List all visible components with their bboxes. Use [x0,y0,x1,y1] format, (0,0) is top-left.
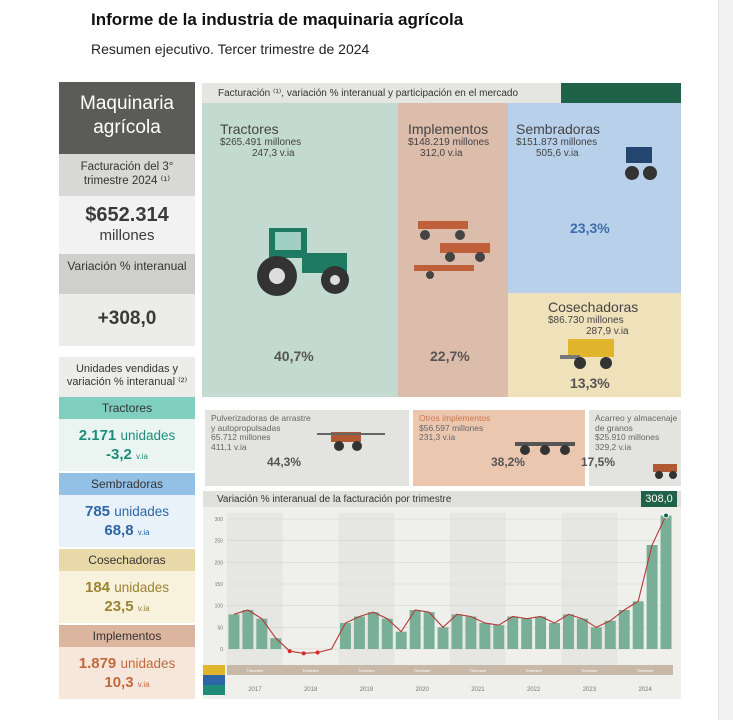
quarter-strip [227,665,673,675]
neg-point [316,650,320,654]
chart-title: Variación % interanual de la facturación por trimestre [203,491,681,507]
section-values-tractores [59,419,195,471]
units-via: v.ia [137,604,150,613]
year-label: 2021 [471,687,485,693]
bar [633,601,644,649]
bar [549,623,560,649]
quarter-label: Trimestre [581,668,598,673]
bar [465,617,476,650]
section-header-sembradoras: Sembradoras [59,473,195,495]
units-var: 10,3 [104,674,134,691]
year-label: 2020 [415,687,429,693]
units-word: unidades [114,580,169,595]
panel-sembradoras [508,103,681,293]
tractor-icon [247,218,357,298]
page-title: Informe de la industria de maquinaria agrícola [91,10,464,29]
units-word: unidades [120,656,176,671]
quarter-label: Trimestre [358,668,375,673]
bar [479,623,490,649]
section-values-sembradoras [59,495,195,547]
y-tick-label: 300 [214,517,223,523]
breakdown-value: $56.597 millones [419,422,484,433]
breakdown-otros [413,410,585,486]
breakdown-var: 231,3 v.ia [419,432,456,442]
quarter-label: Trimestre [636,668,654,673]
legend-block [203,665,225,675]
panel-value: $86.730 millones [548,315,624,326]
chart-plot [203,491,681,699]
breakdown-share: 44,3% [267,455,302,469]
category-title-line2: agrícola [93,117,161,138]
breakdown-pulverizadoras [205,410,409,486]
category-title-line1: Maquinaria [80,93,174,114]
variation-label: Variación % interanual [59,254,195,294]
panel-name: Sembradoras [516,121,601,137]
bar [507,617,518,650]
panel-var: 247,3 v.ia [252,148,295,159]
panel-value: $148.219 millones [408,137,490,148]
units-count: 2.171 [78,427,117,444]
y-tick-label: 100 [214,603,223,610]
quarter-label: Trimestre [302,668,319,673]
panel-share: 23,3% [570,220,610,236]
neg-point [302,651,306,655]
year-label: 2018 [303,687,318,693]
breakdown-value: $25.910 millones [595,432,660,442]
panel-name: Cosechadoras [548,299,639,315]
section-header-implementos: Implementos [59,625,195,647]
bar [270,638,281,649]
panel-value: $265.491 millones [220,137,302,148]
seeder-icon [620,143,660,183]
breakdown-var: 411,1 v.ia [211,441,247,452]
y-tick-label: 150 [214,582,223,588]
units-label: Unidades vendidas y variación % interanual ⁽²⁾ [59,357,195,397]
units-var: 68,8 [104,522,134,539]
quarter-label: Trimestre [525,668,542,673]
bar [424,612,435,649]
section-header-tractores: Tractores [59,397,195,419]
breakdown-value: 65.712 millones [211,432,271,442]
sprayer-icon [317,424,387,454]
panel-var: 505,6 v.ia [536,148,579,159]
year-label: 2017 [248,687,262,693]
panel-name: Tractores [220,121,279,137]
y-tick-label: 50 [217,625,223,632]
y-tick-label: 200 [214,560,223,567]
section-values-implementos [59,647,195,699]
quarter-label: Trimestre [469,668,487,673]
page-subtitle: Resumen ejecutivo. Tercer trimestre de 2024 [91,41,370,57]
category-header [59,82,195,154]
breakdown-acarreo [581,410,681,486]
breakdown-share: 17,5% [581,455,616,469]
bar [605,621,616,649]
bar [521,619,532,649]
breakdown-share: 38,2% [491,455,526,469]
section-header-cosechadoras: Cosechadoras [59,549,195,571]
neg-point [288,649,292,653]
panel-var: 312,0 v.ia [420,148,463,159]
bar [354,617,365,650]
units-count: 184 [84,579,111,596]
units-word: unidades [114,504,169,519]
harvester-icon [560,333,630,373]
panel-share: 40,7% [274,348,314,364]
legend-block [203,685,225,695]
billing-amount: $652.314 [85,204,169,226]
header-decoration [561,83,681,103]
market-share-panel [202,83,681,397]
bar [438,627,449,649]
units-word: unidades [120,428,176,443]
y-tick-label: 0 [220,647,223,653]
billing-unit: millones [99,227,155,244]
quarterly-variation-chart [203,491,681,699]
bar [452,614,463,649]
bar [661,516,672,649]
bar [242,610,253,649]
bar [493,625,504,649]
bar [591,627,602,649]
units-var: -3,2 [106,446,132,463]
breakdown-label: Acarreo y almacenaje de granos [595,413,678,433]
panel-share: 13,3% [570,375,610,391]
year-label: 2022 [526,687,541,693]
year-label: 2023 [582,687,597,693]
breakdown-var: 329,2 v.ia [595,441,632,452]
panel-name: Implementos [408,121,489,137]
breakdown-label: Otros implementos [419,413,491,423]
units-count: 785 [84,503,111,520]
bar [563,614,574,649]
units-via: v.ia [136,452,148,461]
panel-cosechadoras [508,293,681,397]
implement-icon [410,213,500,283]
year-label: 2019 [359,687,374,693]
bar [396,632,407,649]
units-var: 23,5 [104,598,134,615]
billing-label: Facturación del 3° trimestre 2024 ⁽¹⁾ [59,154,195,196]
grain-cart-icon [651,460,681,480]
units-via: v.ia [137,680,150,689]
chart-badge: 308,0 [641,491,677,507]
panel-share: 22,7% [430,348,470,364]
y-tick-label: 250 [214,538,223,545]
last-point [664,513,669,518]
year-label: 2024 [638,687,652,693]
bar [577,619,588,649]
implements-breakdown [205,410,681,486]
variation-value: +308,0 [59,294,195,346]
bar [229,614,240,649]
panel-value: $151.873 millones [516,137,598,148]
units-via: v.ia [137,528,150,537]
implement-icon [511,430,581,460]
units-count: 1.879 [78,655,117,672]
market-share-header: Facturación ⁽¹⁾, variación % interanual y participación en el mercado [202,83,681,103]
quarter-label: Trimestre [246,668,264,673]
panel-implementos [398,103,508,397]
bar [368,612,379,649]
scrollbar[interactable] [718,0,733,720]
panel-var: 287,9 v.ia [586,326,629,337]
section-values-cosechadoras [59,571,195,623]
panel-tractores [202,103,398,397]
bar [619,610,630,649]
legend-block [203,675,225,685]
bar [340,623,351,649]
quarter-label: Trimestre [413,668,431,673]
bar [382,619,393,649]
breakdown-label: Pulverizadoras de arrastre y autopropulsadas [211,413,311,433]
bar [535,617,546,650]
billing-value [59,196,195,254]
